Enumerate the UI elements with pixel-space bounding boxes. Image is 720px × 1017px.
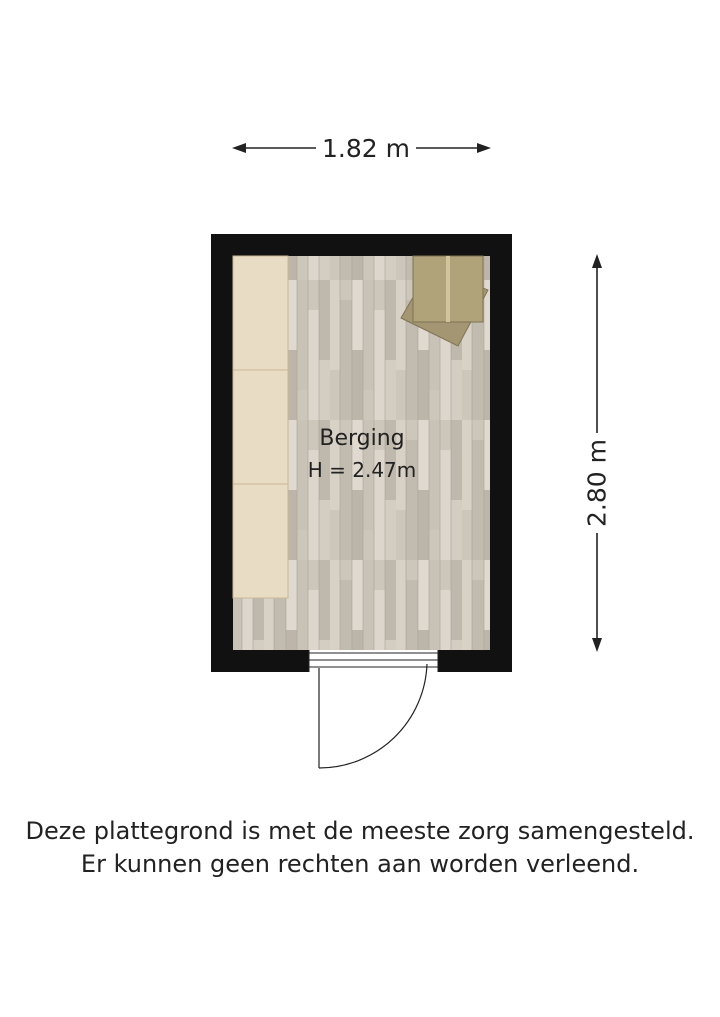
room-name-label: Berging bbox=[319, 426, 405, 451]
height-dimension-label: 2.80 m bbox=[583, 433, 612, 533]
disclaimer-line-1: Deze plattegrond is met de meeste zorg samengesteld. bbox=[25, 817, 695, 845]
shelving-unit bbox=[233, 256, 288, 598]
door-swing[interactable] bbox=[319, 664, 427, 768]
disclaimer-line-2: Er kunnen geen rechten aan worden verleend. bbox=[80, 850, 640, 878]
room-height-label: H = 2.47m bbox=[307, 458, 417, 482]
width-dimension-label: 1.82 m bbox=[316, 134, 416, 163]
